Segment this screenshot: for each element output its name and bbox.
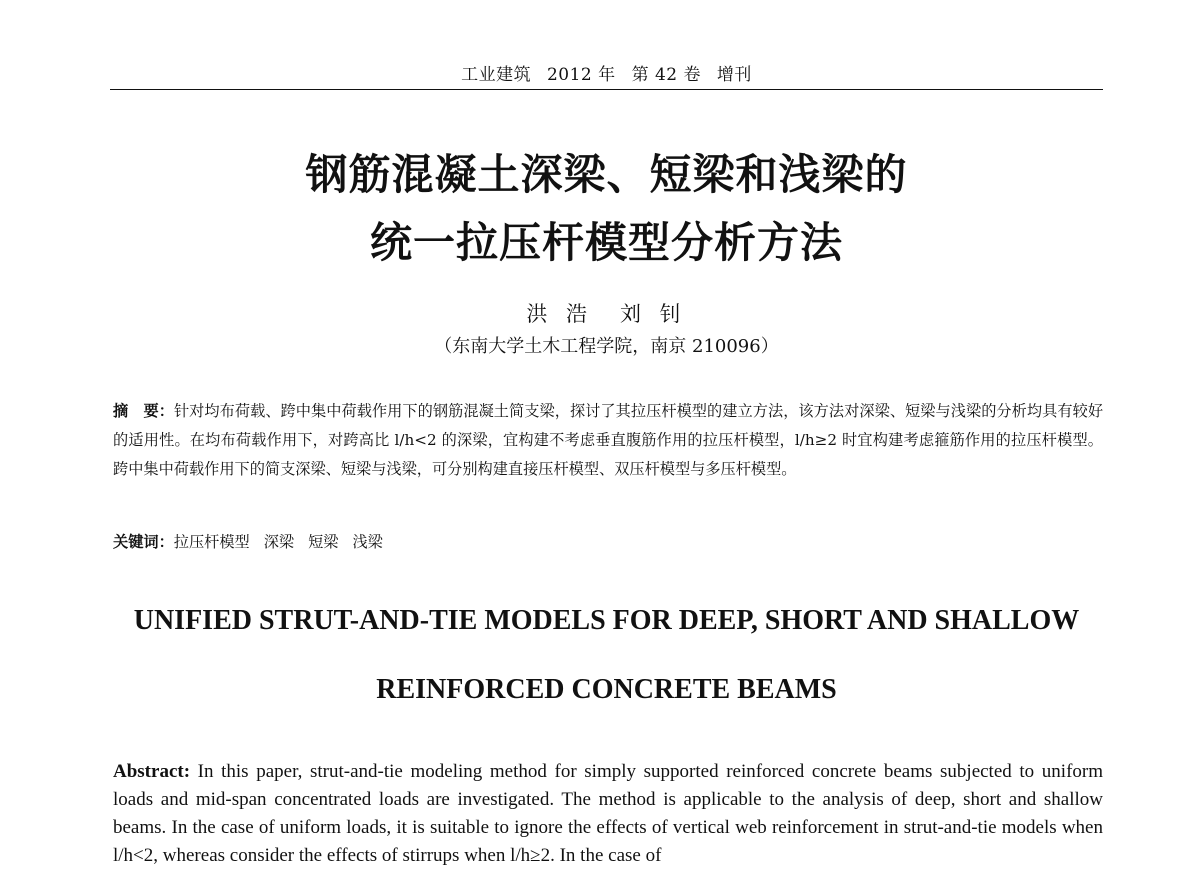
authors: 洪 浩 刘 钊 xyxy=(526,302,687,326)
running-header xyxy=(110,60,1103,88)
abstract-cn xyxy=(113,397,1103,484)
title-en-line1: UNIFIED STRUT-AND-TIE MODELS FOR DEEP, SHORT AND SHALLOW xyxy=(133,605,1080,636)
keyword: 深梁 xyxy=(263,533,295,551)
keywords-cn-label: 关键词： xyxy=(113,533,174,551)
journal-issue: 增刊 xyxy=(716,65,752,85)
keywords-cn xyxy=(113,530,1103,554)
keyword: 短梁 xyxy=(308,533,339,551)
abstract-en-text: In this paper, strut-and-tie modeling method for simply supported reinforced concrete beams subjected to uniform loads and mid-span concentrated loads are investigated. The method is applicable to the analysis of deep, short and shallow beams. In the case of uniform loads, it is suitable to ignore the effects of vertical web reinforcement in strut-and-tie models when l/h<2, whereas consider the effects of stirrups when l/h≥2. In the case of xyxy=(113,761,1104,866)
keyword: 拉压杆模型 xyxy=(173,533,250,551)
journal-year: 2012 年 xyxy=(546,65,616,85)
abstract-cn-label: 摘 要： xyxy=(113,402,174,420)
affiliation: （东南大学土木工程学院，南京 210096） xyxy=(434,336,779,357)
abstract-en xyxy=(113,758,1103,870)
journal-volume: 第 42 卷 xyxy=(631,65,702,85)
journal-name: 工业建筑 xyxy=(461,65,532,85)
keyword: 浅梁 xyxy=(352,533,383,551)
header-divider xyxy=(110,89,1103,90)
abstract-en-label: Abstract: xyxy=(113,761,191,782)
title-cn-line2: 统一拉压杆模型分析方法 xyxy=(369,218,843,267)
title-cn-line1: 钢筋混凝土深梁、短梁和浅梁的 xyxy=(305,150,908,199)
abstract-cn-text: 针对均布荷载、跨中集中荷载作用下的钢筋混凝土简支梁，探讨了其拉压杆模型的建立方法，该方法对深梁、短梁与浅梁的分析均具有较好的适用性。在均布荷载作用下，对跨高比 l/h<2 的深梁，宜构建不考虑垂直腹筋作用的拉压杆模型，l/h≥2 时宜构建考虑箍筋作用的拉压杆模型。跨中集中荷载作用下的简支深梁、短梁与浅梁，可分别构建直接压杆模型、双压杆模型与多压杆模型。 xyxy=(113,402,1104,478)
title-en-line2: REINFORCED CONCRETE BEAMS xyxy=(376,674,837,705)
